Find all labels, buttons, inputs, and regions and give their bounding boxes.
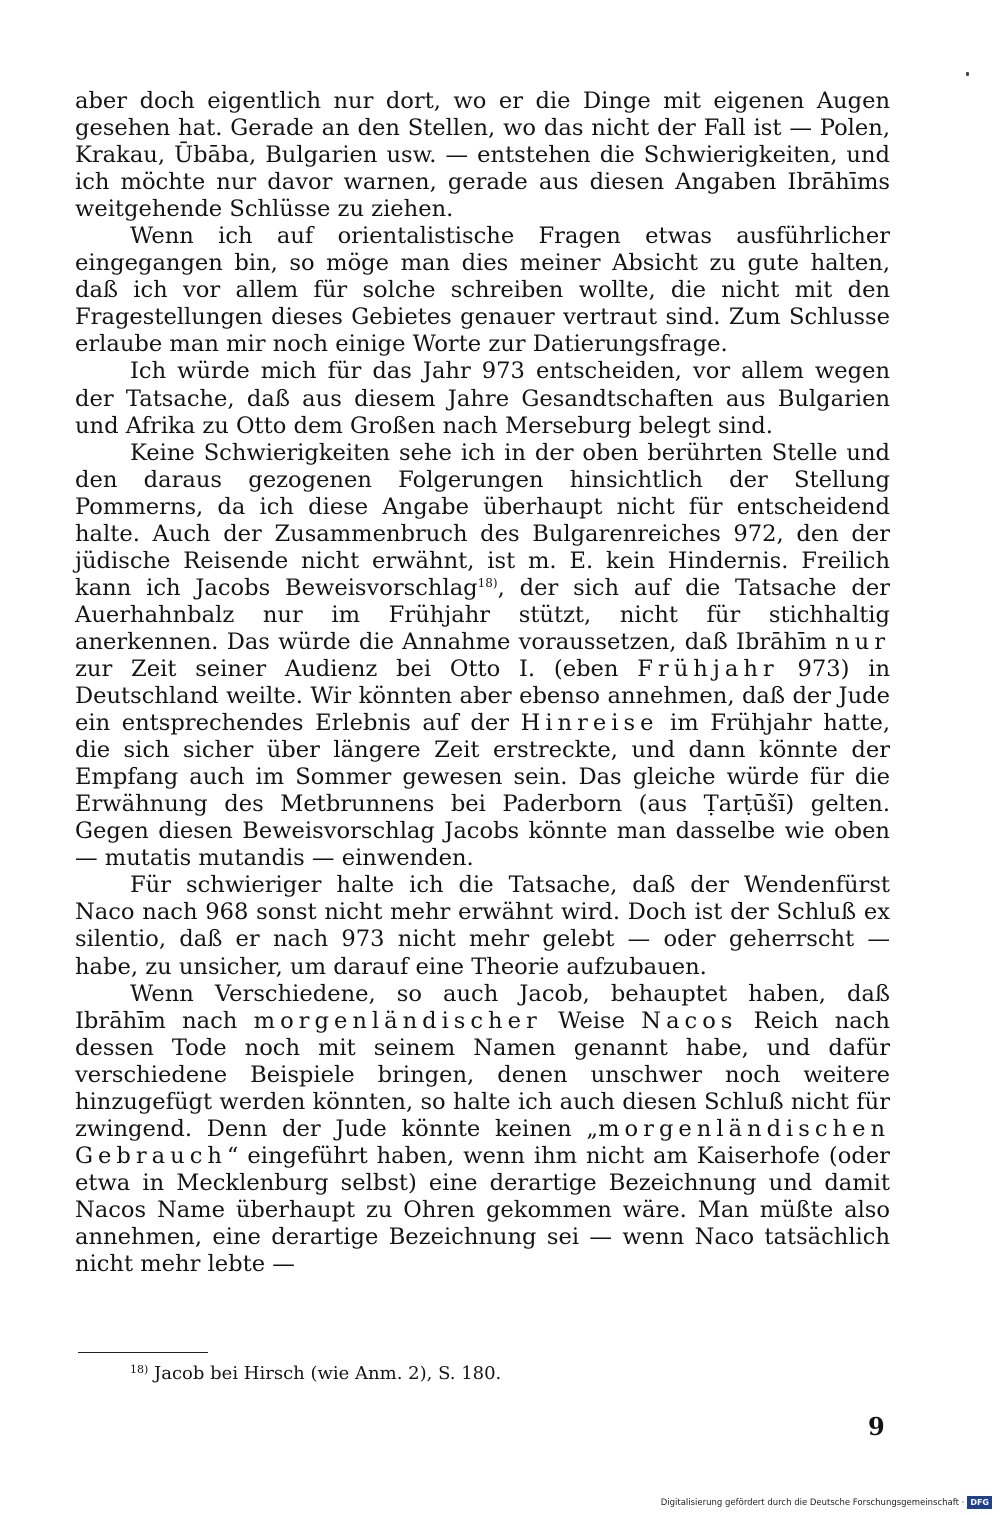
emphasis-nacos: Nacos <box>641 1007 738 1034</box>
footnote <box>130 1362 501 1386</box>
paragraph-4 <box>75 440 890 873</box>
emphasis-hinreise: Hinreise <box>520 710 659 737</box>
paragraph-6-text-a: Wenn Verschiedene, so auch Jacob, behauptet haben, daß Ibrāhīm nach <box>75 980 890 1034</box>
paragraph-4-text-d: 973) in Deutschland weilte. Wir könnten aber ebenso annehmen, daß der Jude ein entsprechendes Erlebnis auf der <box>75 655 890 737</box>
paragraph-2 <box>75 223 890 358</box>
paragraph-6-text-d: “ eingeführt haben, wenn ihm nicht am Kaiserhofe (oder etwa in Mecklenburg selbst) eine derartige Bezeichnung und damit Nacos Name überhaupt zu Ohren gekommen wäre. Man müßte also annehmen, eine derartige Bezeichnung sei — wenn Naco tatsächlich nicht mehr lebte — <box>75 1142 890 1278</box>
paragraph-6-text-b: Weise <box>558 1007 626 1034</box>
paragraph-4-text-a: Keine Schwierigkeiten sehe ich in der oben berührten Stelle und den daraus gezogenen Folgerungen hinsichtlich der Stellung Pommerns, da ich diese Angabe überhaupt nicht für entscheidend halte. Auch der Zusammenbruch des Bulgarenreiches 972, den der jüdische Reisende nicht erwähnt, ist m. E. kein Hindernis. Freilich kann ich Jacobs Beweisvorschlag <box>75 439 890 601</box>
paragraph-4-text-c: zur Zeit seiner Audienz bei Otto I. (eben <box>75 655 619 682</box>
footnote-divider <box>78 1352 208 1353</box>
emphasis-morgenlaendischer: morgenländischer <box>253 1007 542 1034</box>
paragraph-3 <box>75 358 890 439</box>
paragraph-1-text: aber doch eigentlich nur dort, wo er die Dinge mit eigenen Augen gesehen hat. Gerade an den Stellen, wo das nicht der Fall ist — Polen, Krakau, Ūbāba, Bulgarien usw. — entstehen die Schwierigkeiten, und ich möchte nur davor warnen, gerade aus diesen Angaben Ibrāhīms weitgehende Schlüsse zu ziehen. <box>75 88 890 223</box>
paragraph-4-text-e: im Frühjahr hatte, die sich sicher über längere Zeit erstreckte, und dann könnte der Empfang auch im Sommer gewesen sein. Das gleiche würde für die Erwähnung des Metbrunnens bei Paderborn (aus Ṭarṭūšī) gelten. Gegen diesen Beweisvorschlag Jacobs könnte man dasselbe wie oben — mutatis mutandis — einwenden. <box>75 710 891 872</box>
paragraph-2-text: Wenn ich auf orientalistische Fragen etwas ausführlicher eingegangen bin, so möge man dies meiner Absicht zu gute halten, daß ich vor allem für solche schreiben wollte, die nicht mit den Fragestellungen dieses Gebietes genauer vertraut sind. Zum Schlusse erlaube man mir noch einige Worte zur Datierungsfrage. <box>75 223 890 358</box>
footnote-number: 18) <box>130 1363 149 1376</box>
digitization-credit <box>661 1496 992 1509</box>
footnote-reference: 18) <box>477 575 498 590</box>
emphasis-nur: nur <box>835 628 890 655</box>
paragraph-5-text: Für schwieriger halte ich die Tatsache, daß der Wendenfürst Naco nach 968 sonst nicht mehr erwähnt wird. Doch ist der Schluß ex silentio, daß er nach 973 nicht mehr gelebt — oder geherrscht — habe, zu unsicher, um darauf eine Theorie aufzubauen. <box>75 872 890 980</box>
emphasis-gebrauch: morgenländischen Gebrauch <box>75 1115 890 1169</box>
credit-text: Digitalisierung gefördert durch die Deutsche Forschungsgemeinschaft · <box>660 1497 965 1508</box>
paragraph-3-text: Ich würde mich für das Jahr 973 entscheiden, vor allem wegen der Tatsache, daß aus diesem Jahre Gesandtschaften aus Bulgarien und Afrika zu Otto dem Großen nach Merseburg belegt sind. <box>75 358 890 439</box>
paragraph-5 <box>75 872 890 980</box>
paragraph-6 <box>75 981 890 1279</box>
main-text <box>75 88 890 1278</box>
paragraph-6-text-c: Reich nach dessen Tode noch mit seinem Namen genannt habe, und dafür verschiedene Beispiele bringen, denen unschwer noch weitere hinzugefügt werden könnten, so halte ich auch diesen Schluß nicht für zwingend. Denn der Jude könnte keinen „ <box>75 1007 890 1142</box>
scan-speck <box>966 72 969 76</box>
page-number: 9 <box>868 1412 885 1441</box>
footnote-text: Jacob bei Hirsch (wie Anm. 2), S. 180. <box>154 1363 502 1384</box>
paragraph-4-text-b: , der sich auf die Tatsache der Auerhahnbalz nur im Frühjahr stützt, nicht für stichhaltig anerkennen. Das würde die Annahme voraussetzen, daß Ibrāhīm <box>75 574 890 655</box>
paragraph-1 <box>75 88 890 223</box>
dfg-logo: DFG <box>967 1496 992 1509</box>
emphasis-fruehjahr: Frühjahr <box>637 655 779 682</box>
